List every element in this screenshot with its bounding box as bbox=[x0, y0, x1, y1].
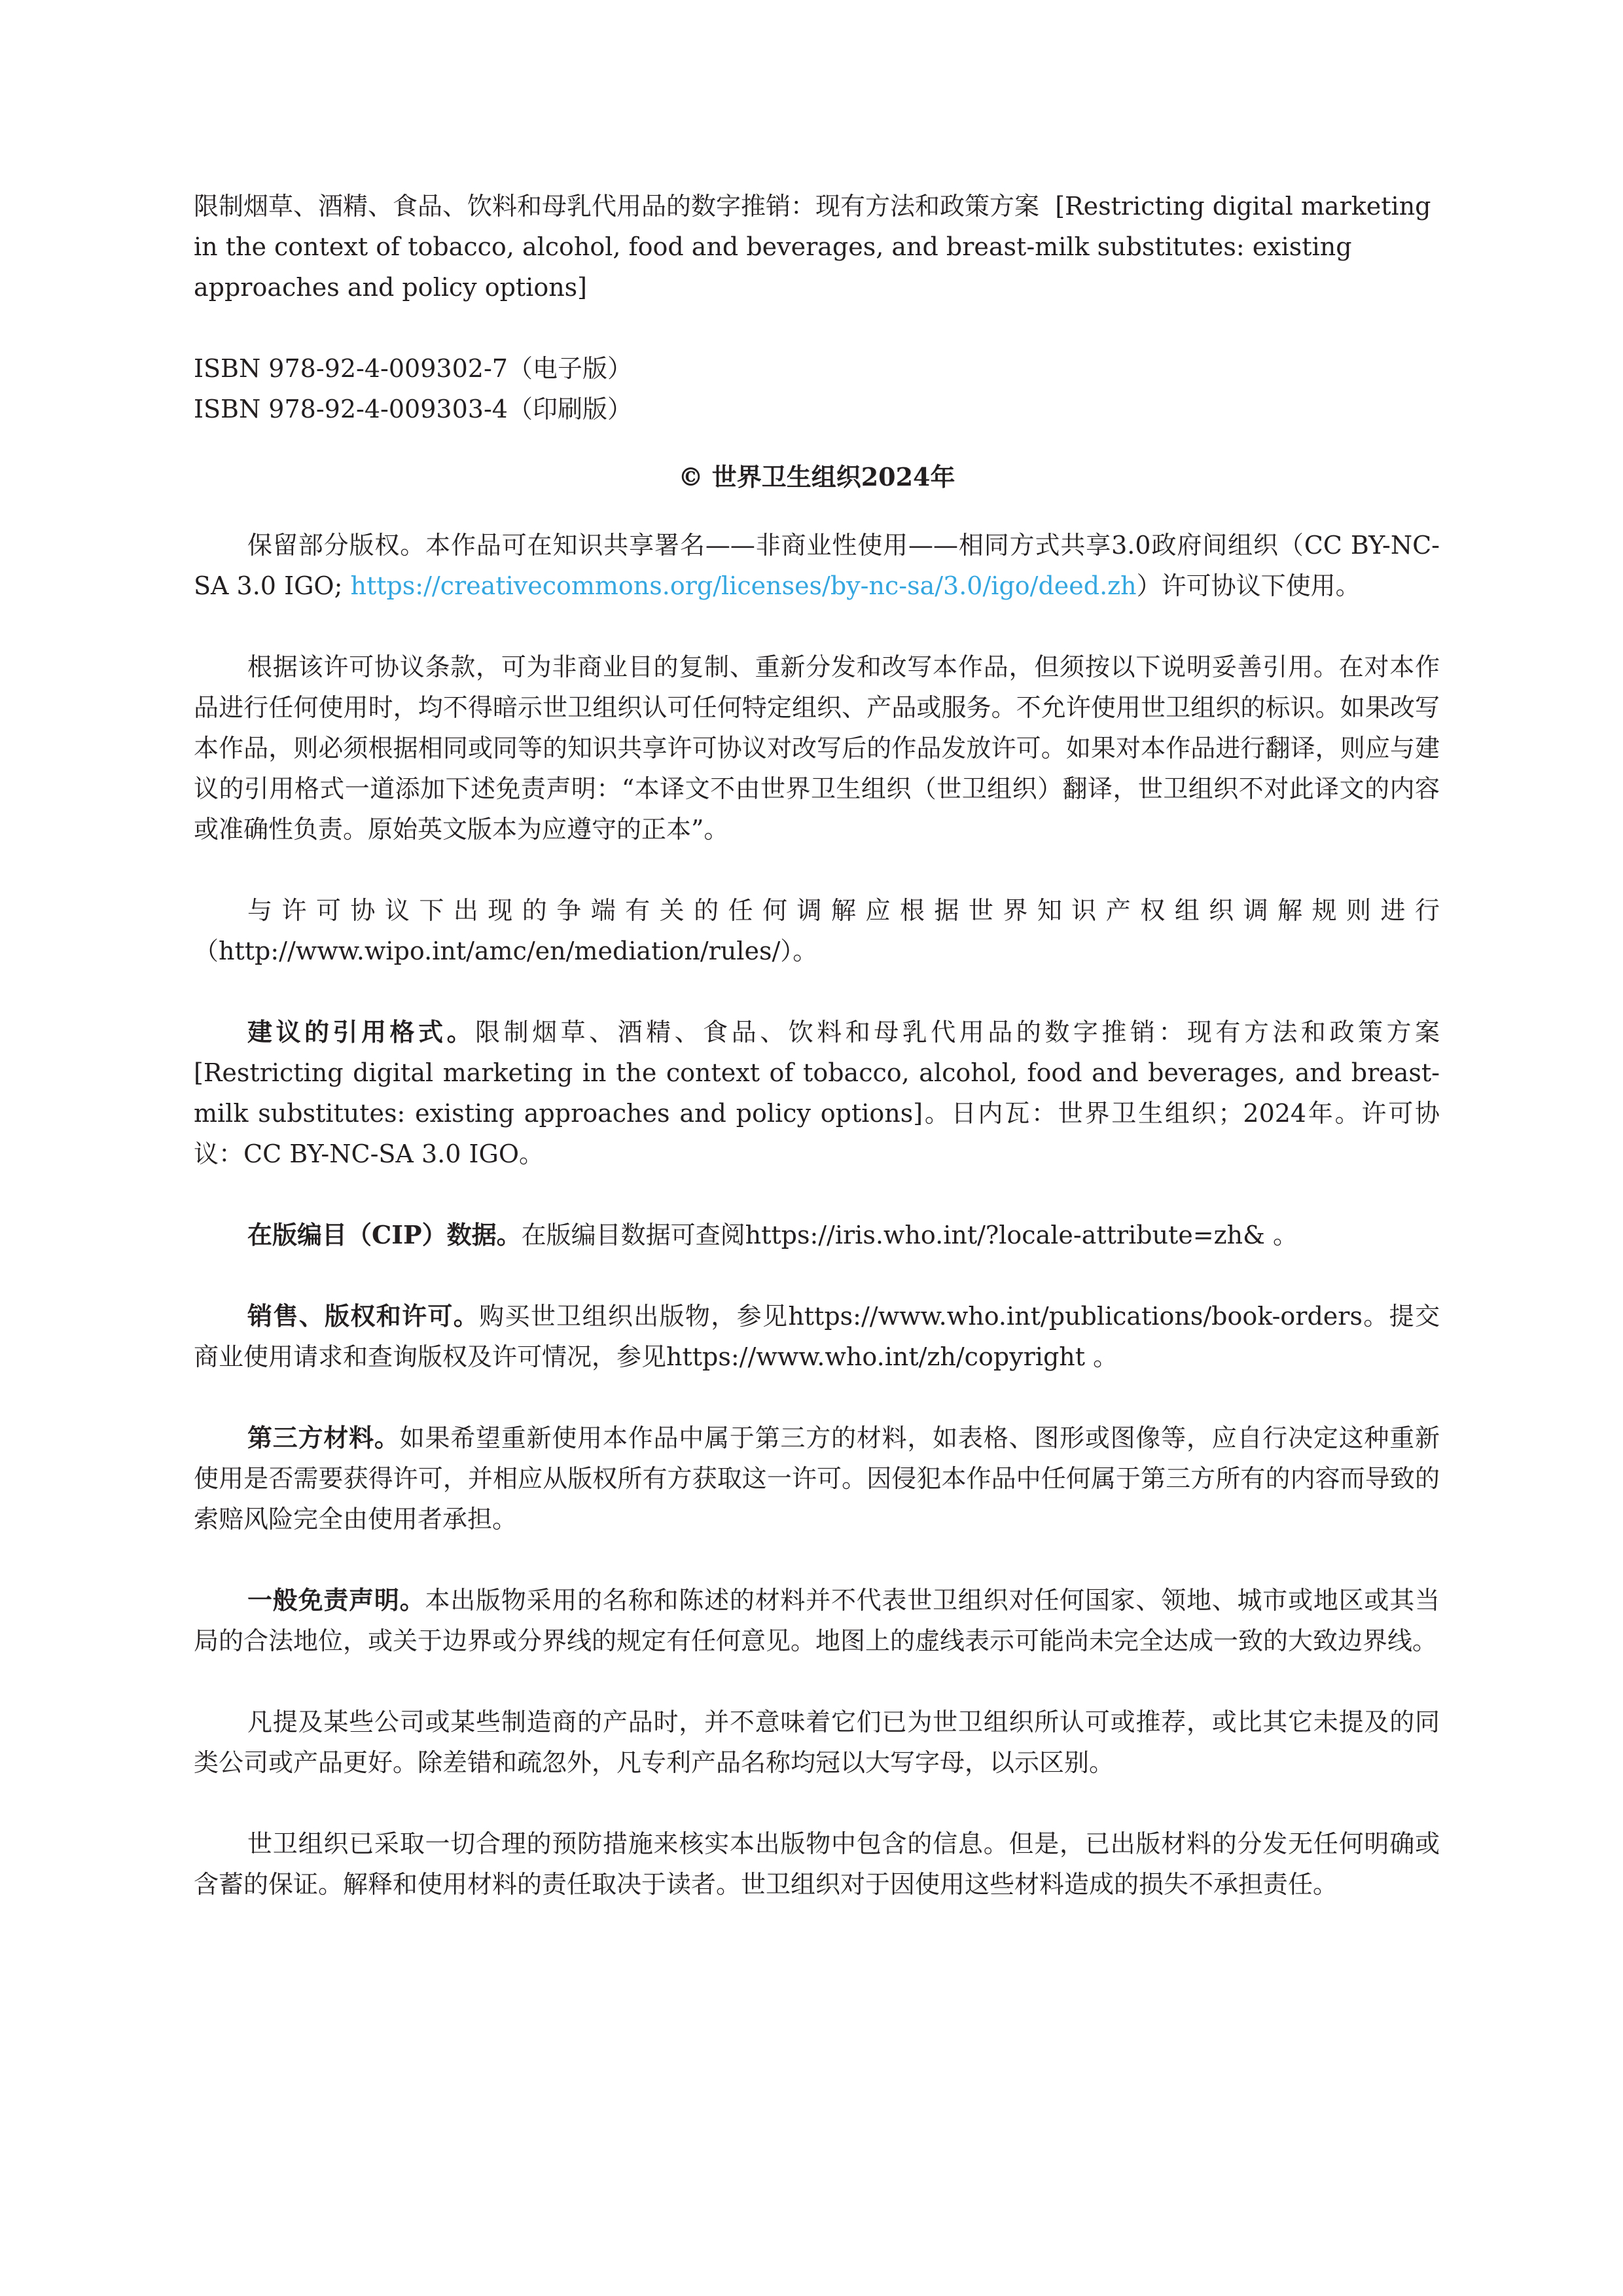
page-content bbox=[194, 186, 1440, 1945]
citation-text: 限制烟草、酒精、食品、饮料和母乳代用品的数字推销：现有方法和政策方案 [Restricting digital marketing in the context of tobacco, alcohol, food and beverages, and breast-milk substitutes: existing approaches and policy options]。日内瓦：世界卫生组织；2024年。许可协议：CC BY-NC-SA 3.0 IGO。 bbox=[194, 1018, 1440, 1168]
copyright-line: © 世界卫生组织2024年 bbox=[678, 462, 955, 492]
citation-label: 建议的引用格式。 bbox=[247, 1017, 476, 1047]
sales-paragraph bbox=[194, 1296, 1440, 1377]
license-text-end: ）许可协议下使用。 bbox=[1136, 571, 1361, 600]
cip-paragraph bbox=[194, 1215, 1440, 1255]
license-link[interactable]: https://creativecommons.org/licenses/by-nc-sa/3.0/igo/deed.zh bbox=[350, 571, 1137, 600]
isbn-block bbox=[194, 348, 1440, 429]
publication-title bbox=[194, 186, 1440, 308]
title-zh: 限制烟草、酒精、食品、饮料和母乳代用品的数字推销：现有方法和政策方案 bbox=[194, 192, 1040, 221]
license-text: 保留部分版权。本作品可在知识共享署名——非商业性使用——相同方式共享3.0政府间组织（CC BY-NC-SA 3.0 IGO; bbox=[194, 531, 1440, 600]
title-en: [Restricting digital marketing in the context of tobacco, alcohol, food and beverages, and breast-milk substitutes: existing approaches and policy options] bbox=[194, 192, 1431, 302]
disclaimer-text: 本出版物采用的名称和陈述的材料并不代表世卫组织对任何国家、领地、城市或地区或其当局的合法地位，或关于边界或分界线的规定有任何意见。地图上的虚线表示可能尚未完全达成一致的大致边界线。 bbox=[194, 1586, 1440, 1655]
sales-text: 购买世卫组织出版物，参见https://www.who.int/publications/book-orders。提交商业使用请求和查询版权及许可情况，参见https://www.who.int/zh/copyright 。 bbox=[194, 1302, 1440, 1371]
cip-text: 在版编目数据可查阅https://iris.who.int/?locale-attribute=zh& 。 bbox=[521, 1221, 1298, 1249]
third-party-text: 如果希望重新使用本作品中属于第三方的材料，如表格、图形或图像等，应自行决定这种重新使用是否需要获得许可，并相应从版权所有方获取这一许可。因侵犯本作品中任何属于第三方所有的内容而导致的索赔风险完全由使用者承担。 bbox=[194, 1424, 1440, 1534]
third-party-label: 第三方材料。 bbox=[247, 1423, 400, 1452]
isbn-print: ISBN 978-92-4-009303-4（印刷版） bbox=[194, 395, 632, 423]
cip-label: 在版编目（CIP）数据。 bbox=[247, 1220, 522, 1249]
citation-paragraph bbox=[194, 1012, 1440, 1174]
companies-paragraph: 凡提及某些公司或某些制造商的产品时，并不意味着它们已为世卫组织所认可或推荐，或比其它未提及的同类公司或产品更好。除差错和疏忽外，凡专利产品名称均冠以大写字母，以示区别。 bbox=[194, 1708, 1440, 1777]
disclaimer-paragraph bbox=[194, 1580, 1440, 1661]
precautions-paragraph: 世卫组织已采取一切合理的预防措施来核实本出版物中包含的信息。但是，已出版材料的分发无任何明确或含蓄的保证。解释和使用材料的责任取决于读者。世卫组织对于因使用这些材料造成的损失不承担责任。 bbox=[194, 1829, 1440, 1899]
license-paragraph bbox=[194, 525, 1440, 606]
third-party-paragraph bbox=[194, 1418, 1440, 1539]
mediation-paragraph: 与许可协议下出现的争端有关的任何调解应根据世界知识产权组织调解规则进行（http://www.wipo.int/amc/en/mediation/rules/）。 bbox=[194, 896, 1440, 965]
isbn-electronic: ISBN 978-92-4-009302-7（电子版） bbox=[194, 354, 632, 383]
disclaimer-label: 一般免责声明。 bbox=[247, 1585, 425, 1615]
sales-label: 销售、版权和许可。 bbox=[247, 1301, 480, 1331]
terms-paragraph: 根据该许可协议条款，可为非商业目的复制、重新分发和改写本作品，但须按以下说明妥善引用。在对本作品进行任何使用时，均不得暗示世卫组织认可任何特定组织、产品或服务。不允许使用世卫组织的标识。如果改写本作品，则必须根据相同或同等的知识共享许可协议对改写后的作品发放许可。如果对本作品进行翻译，则应与建议的引用格式一道添加下述免责声明：“本译文不由世界卫生组织（世卫组织）翻译，世卫组织不对此译文的内容或准确性负责。原始英文版本为应遵守的正本”。 bbox=[194, 653, 1440, 844]
